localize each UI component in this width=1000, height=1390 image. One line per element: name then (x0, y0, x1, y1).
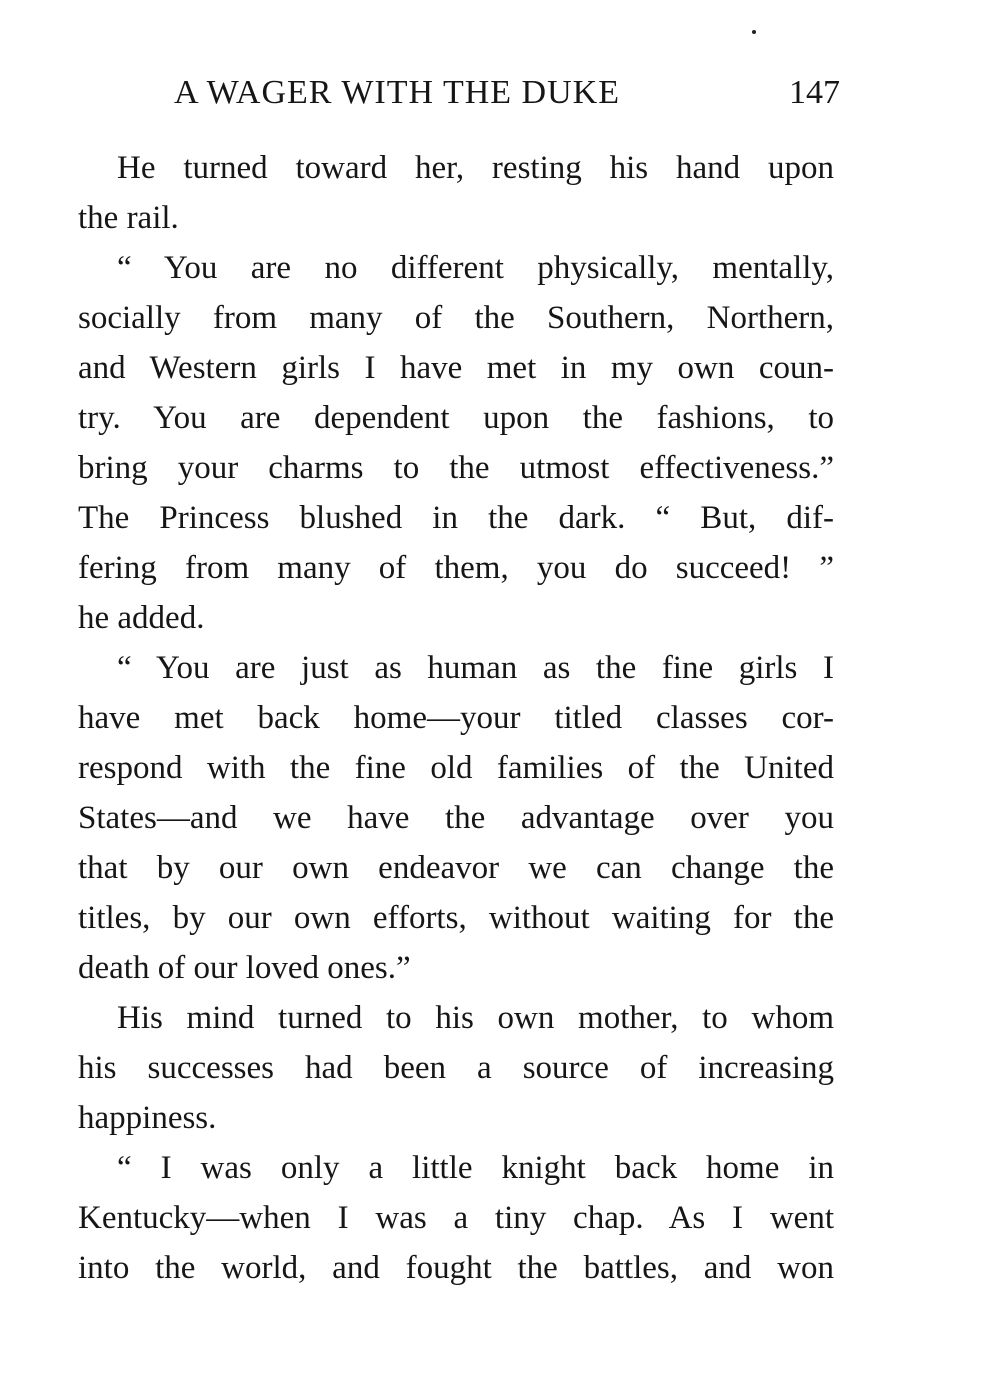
text-line: His mind turned to his own mother, to whom (117, 1000, 834, 1036)
text-line: He turned toward her, resting his hand upon (117, 150, 834, 186)
text-line: “ I was only a little knight back home in (117, 1150, 834, 1186)
text-line: death of our loved ones.” (78, 950, 411, 986)
text-line: States—and we have the advantage over you (78, 800, 834, 836)
text-line: “ You are no different physically, mentally, (117, 250, 834, 286)
page-number: 147 (789, 74, 840, 111)
text-line: happiness. (78, 1100, 217, 1136)
text-line: Kentucky—when I was a tiny chap. As I went (78, 1200, 834, 1236)
text-line: “ You are just as human as the fine girls I (117, 650, 834, 686)
text-line: his successes had been a source of increasing (78, 1050, 834, 1086)
text-line: fering from many of them, you do succeed! ” (78, 550, 834, 586)
text-line: the rail. (78, 200, 179, 236)
text-line: The Princess blushed in the dark. “ But, dif- (78, 500, 834, 536)
paragraph (78, 243, 834, 643)
text-line: socially from many of the Southern, Northern, (78, 300, 834, 336)
text-line: and Western girls I have met in my own coun- (78, 350, 834, 386)
text-line: respond with the fine old families of the United (78, 750, 834, 786)
text-line: into the world, and fought the battles, and won (78, 1250, 834, 1286)
paragraph (78, 993, 834, 1143)
text-line: have met back home—your titled classes cor- (78, 700, 834, 736)
running-head (174, 74, 840, 124)
paragraph (78, 143, 834, 243)
body-text (78, 143, 834, 1293)
text-line: try. You are dependent upon the fashions, to (78, 400, 834, 436)
paragraph (78, 643, 834, 993)
running-head-title: A WAGER WITH THE DUKE (174, 74, 620, 111)
text-line: that by our own endeavor we can change the (78, 850, 834, 886)
ink-speck (752, 30, 756, 34)
text-line: titles, by our own efforts, without waiting for the (78, 900, 834, 936)
paragraph (78, 1143, 834, 1293)
text-line: bring your charms to the utmost effectiveness.” (78, 450, 834, 486)
text-line: he added. (78, 600, 205, 636)
